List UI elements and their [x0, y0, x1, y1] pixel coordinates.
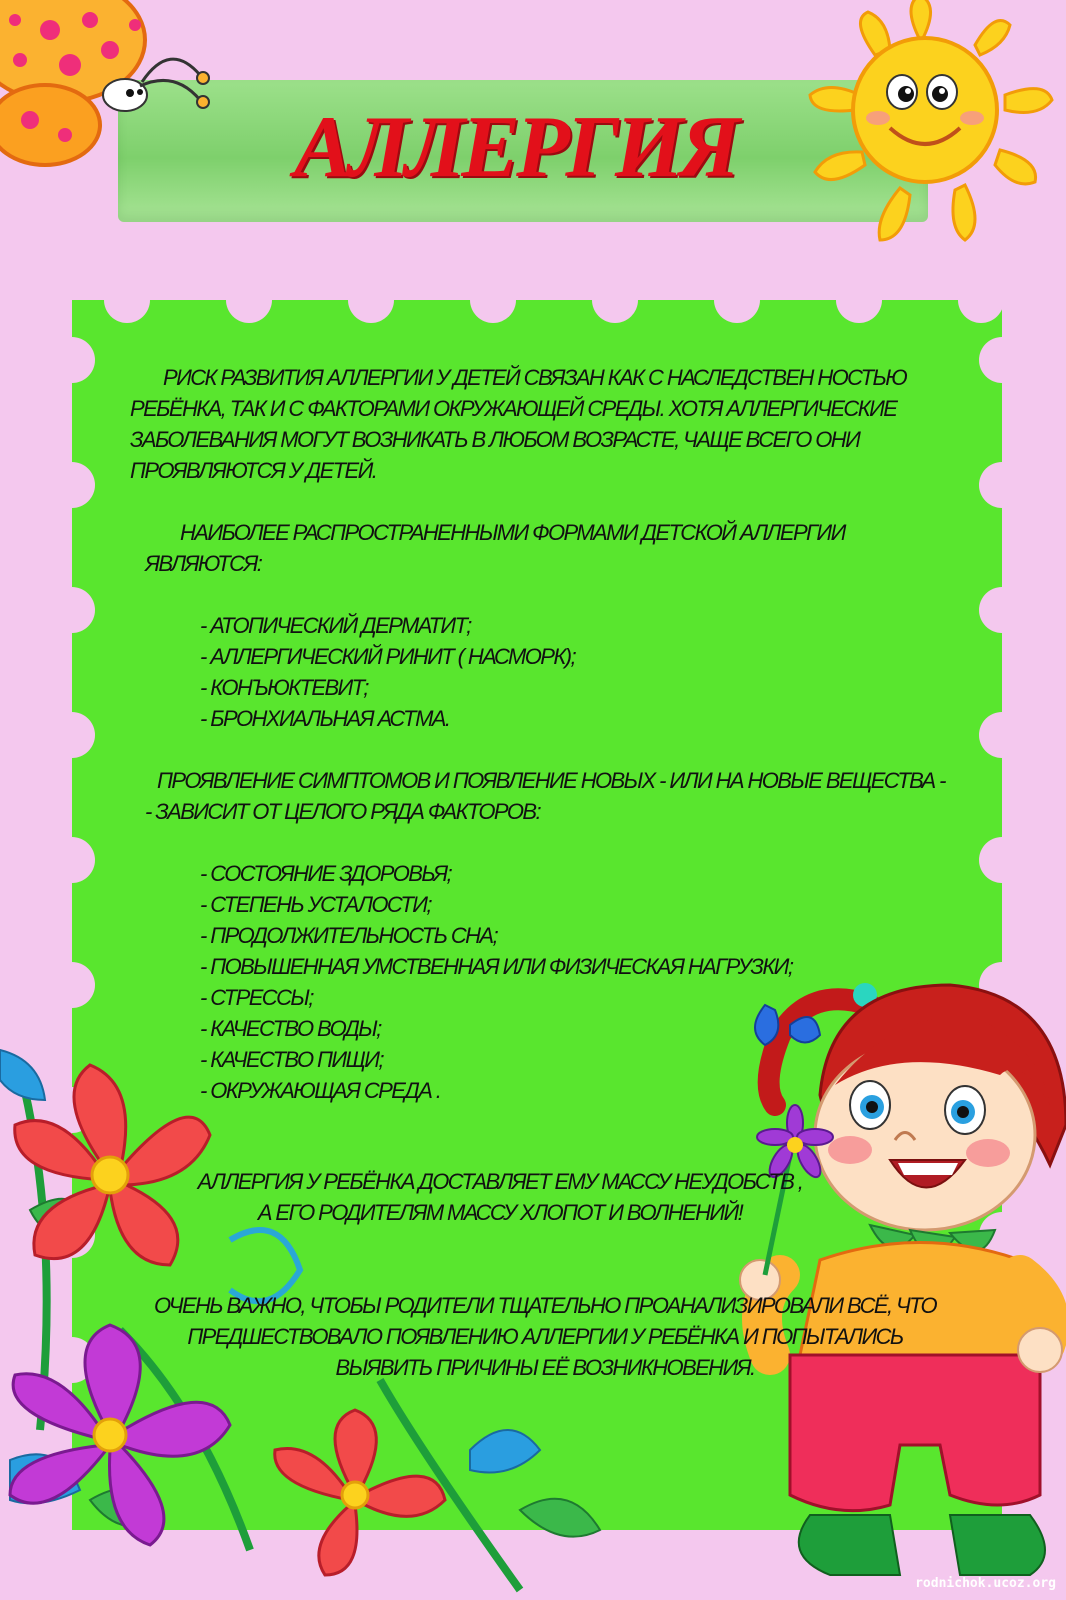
panel-scallop: [470, 277, 516, 323]
panel-scallop: [49, 712, 95, 758]
factors-heading-line-1: ПРОЯВЛЕНИЕ СИМПТОМОВ И ПОЯВЛЕНИЕ НОВЫХ - ИЛИ НА НОВЫЕ ВЕЩЕСТВА -: [157, 768, 945, 793]
panel-scallop: [49, 962, 95, 1008]
panel-scallop: [592, 277, 638, 323]
panel-scallop: [979, 837, 1025, 883]
form-item: - АТОПИЧЕСКИЙ ДЕРМАТИТ;: [200, 613, 471, 638]
form-item: - БРОНХИАЛЬНАЯ АСТМА.: [200, 706, 450, 731]
factor-item: - СОСТОЯНИЕ ЗДОРОВЬЯ;: [200, 861, 452, 886]
closing2-line-1: ОЧЕНЬ ВАЖНО, ЧТОБЫ РОДИТЕЛИ ТЩАТЕЛЬНО ПРОАНАЛИЗИРОВАЛИ ВСЁ, ЧТО: [153, 1293, 937, 1318]
closing1-line-2: А ЕГО РОДИТЕЛЯМ МАССУ ХЛОПОТ И ВОЛНЕНИЙ!: [257, 1200, 743, 1225]
factor-item: - КАЧЕСТВО ВОДЫ;: [200, 1016, 381, 1041]
factor-item: - КАЧЕСТВО ПИЩИ;: [200, 1047, 383, 1072]
factor-item: - ПОВЫШЕННАЯ УМСТВЕННАЯ ИЛИ ФИЗИЧЕСКАЯ НАГРУЗКИ;: [200, 954, 793, 979]
factor-item: - СТЕПЕНЬ УСТАЛОСТИ;: [200, 892, 431, 917]
forms-heading-line-2: ЯВЛЯЮТСЯ:: [145, 551, 262, 576]
closing2-line-3: ВЫЯВИТЬ ПРИЧИНЫ ЕЁ ВОЗНИКНОВЕНИЯ.: [335, 1355, 755, 1380]
butterfly-illustration: [0, 0, 230, 170]
panel-scallop: [979, 712, 1025, 758]
panel-scallop: [958, 277, 1004, 323]
intro-line-1: РИСК РАЗВИТИЯ АЛЛЕРГИИ У ДЕТЕЙ СВЯЗАН КАК С НАСЛЕДСТВЕН НОСТЬЮ: [163, 365, 907, 390]
panel-scallop: [49, 837, 95, 883]
panel-scallop: [979, 337, 1025, 383]
panel-scallop: [49, 337, 95, 383]
panel-scallop: [226, 277, 272, 323]
factors-heading-line-2: - ЗАВИСИТ ОТ ЦЕЛОГО РЯДА ФАКТОРОВ:: [145, 799, 541, 824]
closing2-line-2: ПРЕДШЕСТВОВАЛО ПОЯВЛЕНИЮ АЛЛЕРГИИ У РЕБЁНКА И ПОПЫТАЛИСЬ: [187, 1324, 903, 1349]
panel-scallop: [49, 462, 95, 508]
panel-scallop: [979, 462, 1025, 508]
intro-line-2: РЕБЁНКА, ТАК И С ФАКТОРАМИ ОКРУЖАЮЩЕЙ СРЕДЫ. ХОТЯ АЛЛЕРГИЧЕСКИЕ: [130, 396, 897, 421]
intro-line-4: ПРОЯВЛЯЮТСЯ У ДЕТЕЙ.: [130, 458, 377, 483]
factor-item: - СТРЕССЫ;: [200, 985, 313, 1010]
factor-item: - ОКРУЖАЮЩАЯ СРЕДА .: [200, 1078, 441, 1103]
page-title: АЛЛЕРГИЯ: [293, 99, 737, 196]
watermark: rodnichok.ucoz.org: [915, 1576, 1056, 1591]
girl-illustration: [720, 975, 1066, 1600]
panel-scallop: [979, 587, 1025, 633]
forms-heading-line-1: НАИБОЛЕЕ РАСПРОСТРАНЕННЫМИ ФОРМАМИ ДЕТСКОЙ АЛЛЕРГИИ: [180, 520, 845, 545]
intro-line-3: ЗАБОЛЕВАНИЯ МОГУТ ВОЗНИКАТЬ В ЛЮБОМ ВОЗРАСТЕ, ЧАЩЕ ВСЕГО ОНИ: [130, 427, 860, 452]
factor-item: - ПРОДОЛЖИТЕЛЬНОСТЬ СНА;: [200, 923, 497, 948]
closing1-line-1: АЛЛЕРГИЯ У РЕБЁНКА ДОСТАВЛЯЕТ ЕМУ МАССУ НЕУДОБСТВ ,: [197, 1169, 803, 1194]
panel-scallop: [49, 587, 95, 633]
form-item: - АЛЛЕРГИЧЕСКИЙ РИНИТ ( НАСМОРК);: [200, 644, 575, 669]
panel-scallop: [836, 277, 882, 323]
panel-scallop: [104, 277, 150, 323]
panel-scallop: [714, 277, 760, 323]
form-item: - КОНЪЮКТЕВИТ;: [200, 675, 368, 700]
sun-illustration: [790, 0, 1066, 270]
panel-scallop: [348, 277, 394, 323]
